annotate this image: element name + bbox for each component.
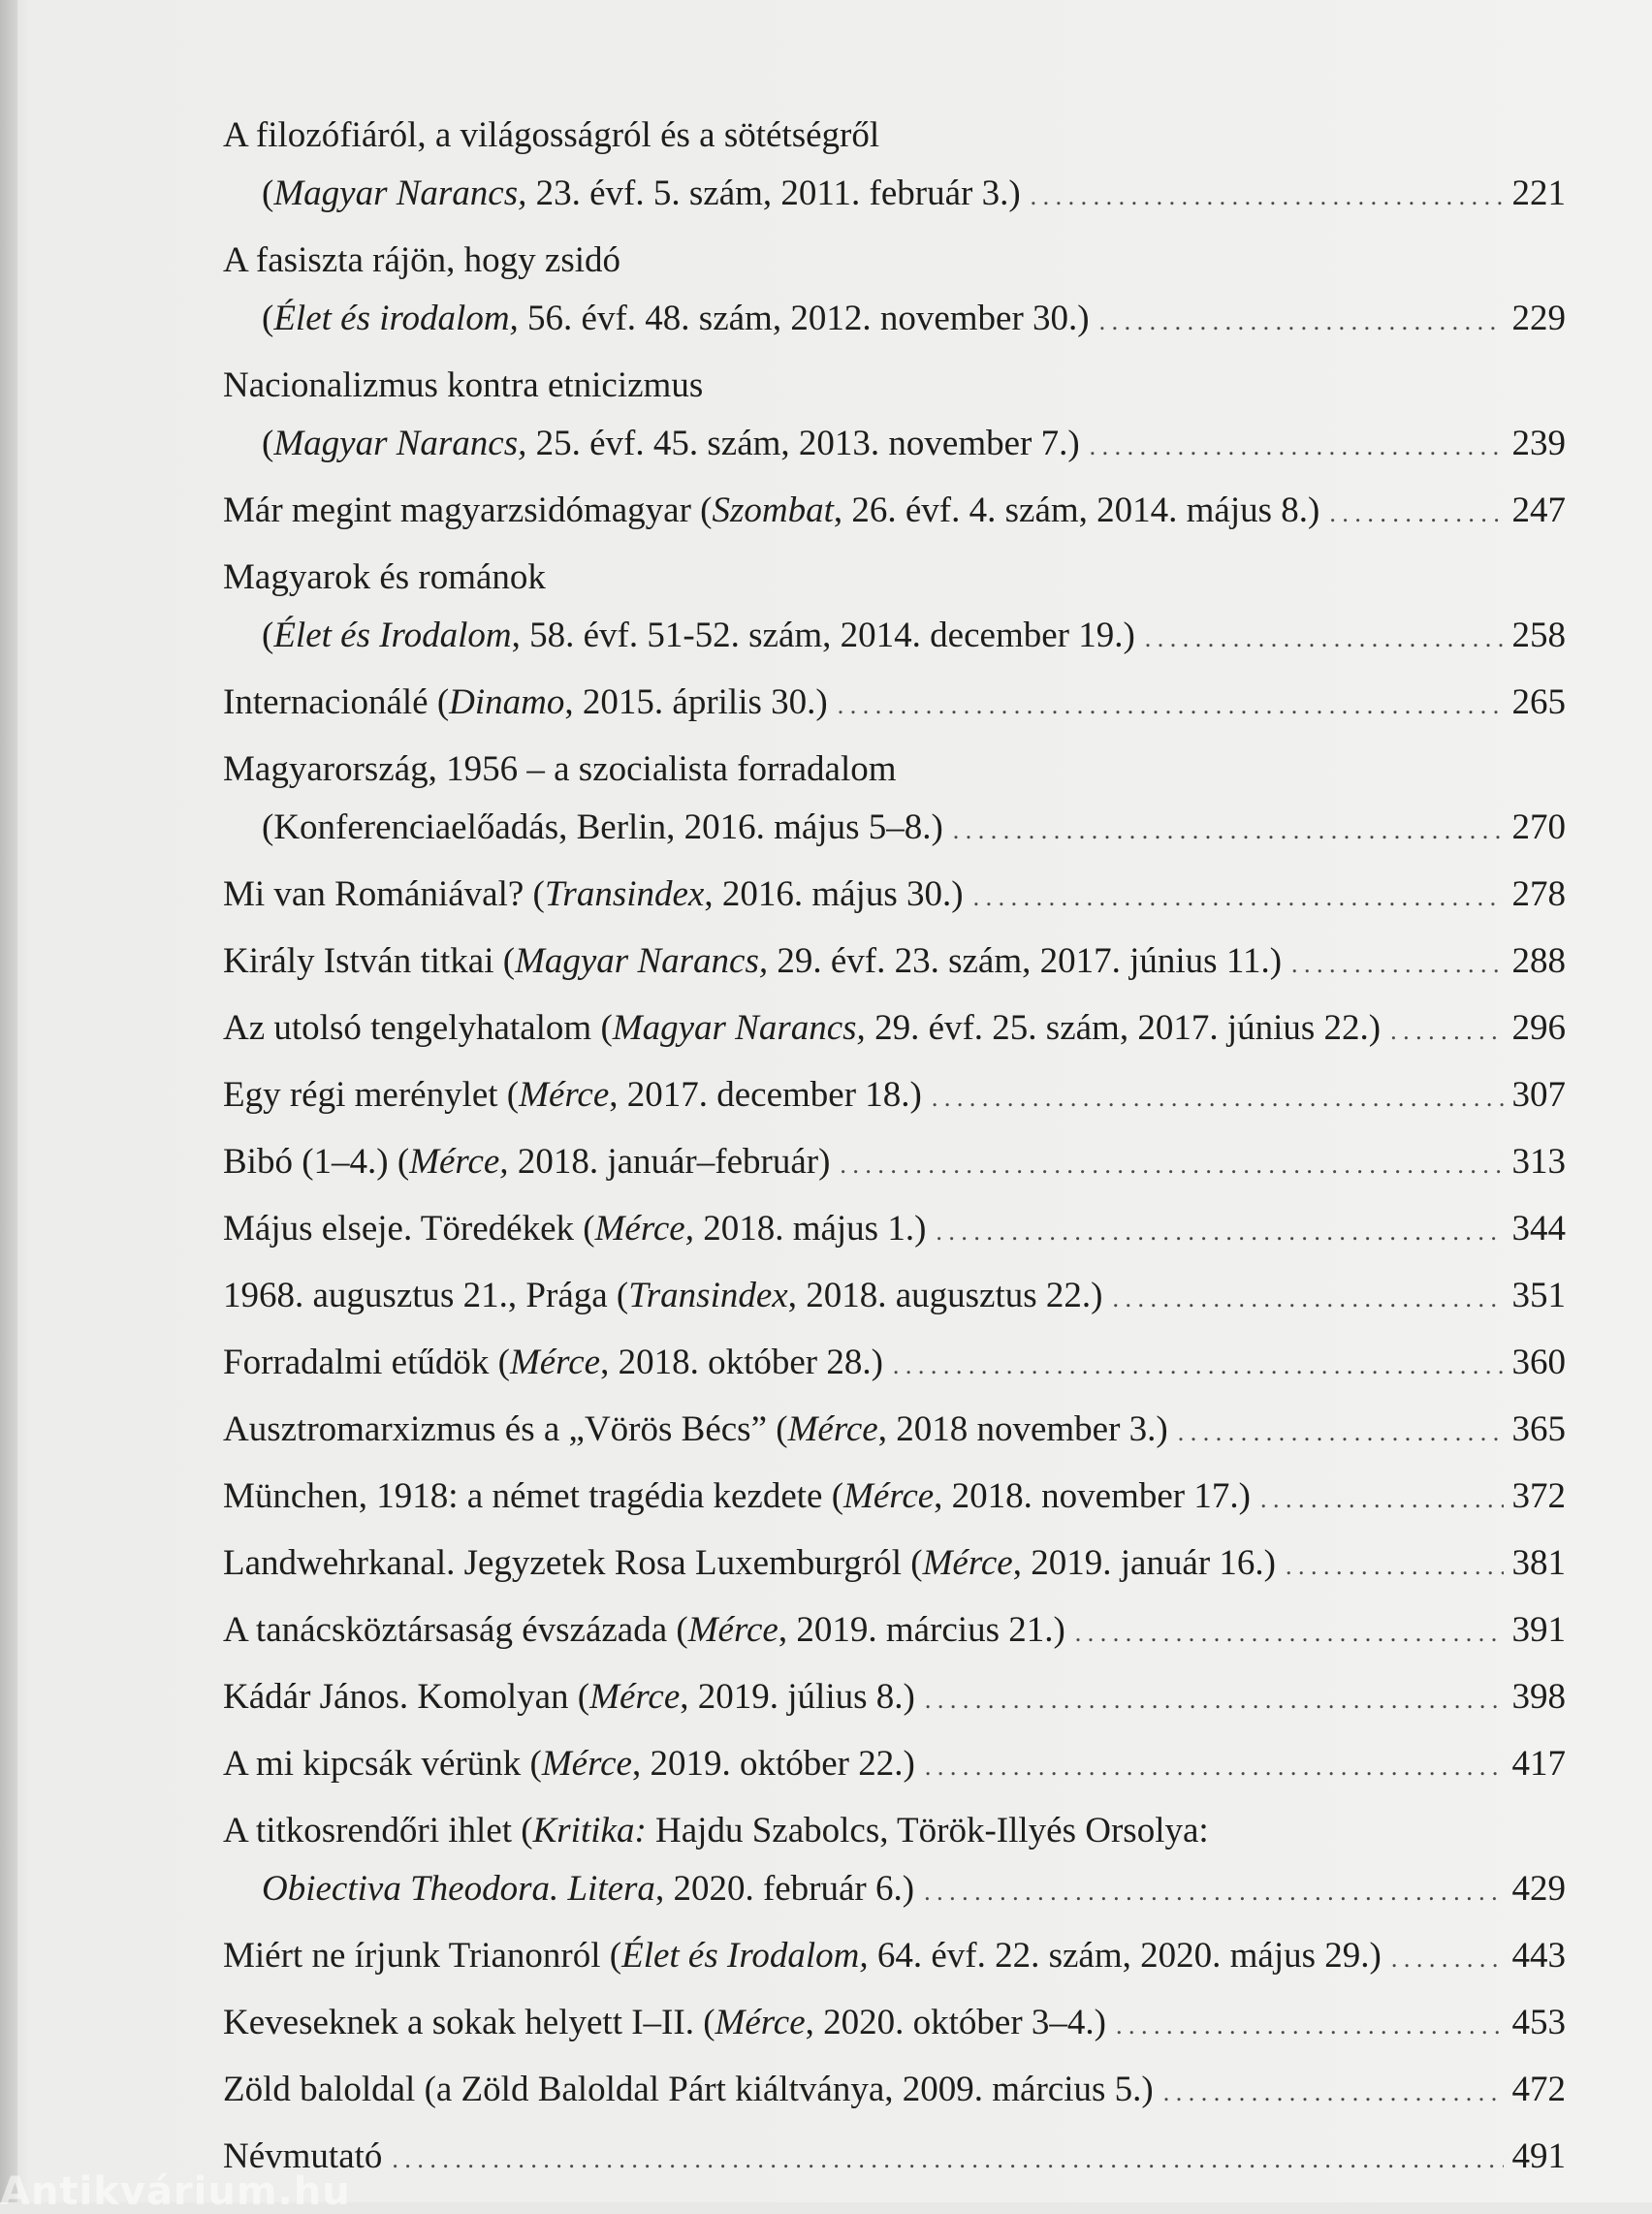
text-segment: Ausztromarxizmus és a „Vörös Bécs” ( — [223, 1409, 788, 1449]
toc-entry — [223, 741, 1566, 860]
toc-entry-title — [223, 1401, 1566, 1462]
entry-text — [223, 107, 879, 165]
text-segment: , 2018. október 28.) — [600, 1343, 883, 1382]
text-segment: , 2019. október 22.) — [631, 1744, 915, 1784]
entry-text — [223, 1802, 1209, 1860]
toc-entry-title — [223, 107, 1566, 165]
page-spine-shadow — [0, 0, 17, 2202]
toc-entry-title — [223, 1994, 1566, 2055]
page-number: 417 — [1511, 1744, 1566, 1784]
page-number: 398 — [1511, 1677, 1566, 1717]
toc-entry — [223, 1401, 1566, 1462]
text-segment: Május elseje. Töredékek ( — [223, 1209, 595, 1249]
entry-text — [223, 1994, 1106, 2052]
publication-name: Mérce — [843, 1476, 935, 1516]
toc-entry — [223, 1735, 1566, 1796]
index-line — [223, 2128, 1566, 2189]
toc-entry — [223, 232, 1566, 351]
entry-text — [223, 1133, 830, 1191]
toc-entry-subline — [223, 415, 1566, 476]
toc-entry-title — [223, 1927, 1566, 1988]
toc-entry — [223, 1927, 1566, 1988]
leader-dots — [932, 1069, 1504, 1127]
page-number: 270 — [1511, 807, 1566, 847]
publication-name: Transindex — [544, 874, 705, 914]
watermark: Antikvárium.hu — [0, 2169, 351, 2214]
entry-text — [262, 799, 943, 857]
entry-text — [223, 933, 1282, 991]
text-segment: Keveseknek a sokak helyett I–II. ( — [223, 2003, 715, 2042]
leader-dots — [1178, 1404, 1504, 1462]
entry-text — [223, 674, 828, 732]
publication-name: Transindex — [628, 1276, 788, 1315]
entry-text — [223, 1927, 1382, 1985]
text-segment: , 2018. november 17.) — [934, 1476, 1251, 1516]
leader-dots — [1329, 485, 1504, 543]
toc-entry-subline — [223, 290, 1566, 351]
leader-dots — [838, 677, 1504, 735]
entry-text — [223, 866, 964, 924]
toc-entry — [223, 107, 1566, 226]
leader-dots — [924, 1863, 1504, 1921]
leader-dots — [1090, 418, 1504, 476]
leader-dots — [840, 1136, 1504, 1194]
entry-text — [223, 741, 897, 799]
leader-dots — [1116, 1997, 1504, 2055]
leader-dots — [953, 802, 1504, 860]
toc-entry-title — [223, 999, 1566, 1060]
leader-dots — [1031, 168, 1504, 226]
publication-name: Magyar Narancs, — [612, 1008, 866, 1048]
text-segment: Király István titkai ( — [223, 941, 516, 981]
toc-entry — [223, 1802, 1566, 1921]
text-segment: Internacionálé ( — [223, 682, 450, 722]
toc-entry — [223, 866, 1566, 927]
toc-entry — [223, 482, 1566, 543]
text-segment: 29. évf. 25. szám, 2017. június 22.) — [865, 1008, 1382, 1048]
toc-entry — [223, 1200, 1566, 1261]
entry-text — [223, 549, 546, 607]
toc-entry-title — [223, 1668, 1566, 1729]
text-segment: Forradalmi etűdök ( — [223, 1343, 510, 1382]
text-segment: 23. évf. 5. szám, 2011. február 3.) — [526, 174, 1021, 213]
text-segment: Bibó (1–4.) ( — [223, 1142, 410, 1182]
leader-dots — [925, 1671, 1504, 1729]
leader-dots — [1391, 1930, 1504, 1988]
publication-name: Élet és Irodalom — [273, 616, 512, 655]
publication-name: Dinamo — [449, 682, 565, 722]
leader-dots — [1390, 1002, 1504, 1060]
toc-entry — [223, 549, 1566, 668]
text-segment: Mi van Romániával? ( — [223, 874, 545, 914]
page-number: 229 — [1511, 299, 1566, 338]
entry-text — [223, 1735, 915, 1793]
toc-entry — [223, 933, 1566, 994]
toc-entry — [223, 1994, 1566, 2055]
toc-entry-title — [223, 1601, 1566, 1662]
text-segment: Az utolsó tengelyhatalom ( — [223, 1008, 613, 1048]
publication-name: Mérce — [922, 1543, 1013, 1583]
publication-name: Magyar Narancs, — [273, 424, 527, 463]
publication-name: Élet és Irodalom, — [621, 1936, 869, 1976]
publication-name: Mérce — [715, 2003, 806, 2042]
text-segment: , 2020. október 3–4.) — [805, 2003, 1107, 2042]
entry-text — [223, 1267, 1102, 1325]
text-segment: Landwehrkanal. Jegyzetek Rosa Luxemburgról ( — [223, 1543, 923, 1583]
text-segment: , 2018 november 3.) — [877, 1409, 1168, 1449]
toc-entry-subline — [223, 165, 1566, 226]
publication-name: Mérce — [787, 1409, 878, 1449]
toc-entry-title — [223, 482, 1566, 543]
page-number: 307 — [1511, 1075, 1566, 1115]
text-segment: Egy régi merénylet ( — [223, 1075, 520, 1115]
text-segment: Nacionalizmus kontra etnicizmus — [223, 365, 704, 405]
page-number: 247 — [1511, 490, 1566, 530]
toc-entry — [223, 1468, 1566, 1529]
publication-name: Magyar Narancs, — [273, 174, 527, 213]
text-segment: ( — [262, 174, 274, 213]
text-segment: Magyarország, 1956 – a szocialista forradalom — [223, 749, 897, 789]
page-number: 351 — [1511, 1276, 1566, 1315]
page-number: 372 — [1511, 1476, 1566, 1516]
entry-text — [223, 1468, 1251, 1526]
page-number: 391 — [1511, 1610, 1566, 1650]
text-segment: ( — [262, 424, 274, 463]
toc-entry — [223, 1066, 1566, 1127]
leader-dots — [1075, 1604, 1504, 1662]
toc-entry-title — [223, 2061, 1566, 2122]
toc-entry — [223, 674, 1566, 735]
text-segment: , 2019. március 21.) — [778, 1610, 1065, 1650]
text-segment: ( — [262, 616, 274, 655]
publication-name: Élet és irodalom, — [273, 299, 519, 338]
toc-entry-title — [223, 232, 1566, 290]
publication-name: Szombat — [712, 490, 834, 530]
toc-entry-subline — [223, 1860, 1566, 1921]
entry-text — [262, 290, 1090, 348]
publication-name: Mérce, — [409, 1142, 509, 1182]
publication-name: Obiectiva Theodora. Litera — [262, 1869, 655, 1909]
text-segment: , 2019. július 8.) — [680, 1677, 915, 1717]
entry-text — [223, 1534, 1276, 1593]
toc-entry-title — [223, 1133, 1566, 1194]
text-segment: 2018. május 1.) — [693, 1209, 927, 1249]
page-number: 491 — [1511, 2136, 1566, 2176]
leader-dots — [1112, 1270, 1504, 1328]
page-number: 221 — [1511, 174, 1566, 213]
entry-text — [262, 607, 1135, 665]
toc-entry-title — [223, 357, 1566, 415]
leader-dots — [1163, 2064, 1504, 2122]
leader-dots — [1145, 610, 1504, 668]
leader-dots — [925, 1738, 1504, 1796]
page-number: 365 — [1511, 1409, 1566, 1449]
toc-entry-title — [223, 1267, 1566, 1328]
toc-entry — [223, 1668, 1566, 1729]
toc-entry — [223, 1267, 1566, 1328]
page-number: 296 — [1511, 1008, 1566, 1048]
leader-dots — [1099, 293, 1504, 351]
toc-entry — [223, 1601, 1566, 1662]
text-segment: A mi kipcsák vérünk ( — [223, 1744, 542, 1784]
leader-dots — [973, 869, 1504, 927]
entry-text — [223, 482, 1319, 540]
text-segment: Hajdu Szabolcs, Török-Illyés Orsolya: — [646, 1811, 1209, 1850]
publication-name: Kritika: — [532, 1811, 647, 1850]
text-segment: A tanácsköztársaság évszázada ( — [223, 1610, 688, 1650]
entry-text — [223, 357, 703, 415]
leader-dots — [392, 2131, 1504, 2189]
text-segment: A titkosrendőri ihlet ( — [223, 1811, 533, 1850]
entry-text — [223, 232, 620, 290]
publication-name: Mérce — [687, 1610, 778, 1650]
toc-entry-title — [223, 1534, 1566, 1596]
publication-name: Magyar Narancs, — [515, 941, 769, 981]
page-number: 344 — [1511, 1209, 1566, 1249]
toc-entry-title — [223, 1735, 1566, 1796]
publication-name: Mérce — [541, 1744, 632, 1784]
toc-entry-title — [223, 1334, 1566, 1395]
entry-text — [223, 1668, 915, 1726]
leader-dots — [1260, 1471, 1504, 1529]
toc-entry-title — [223, 1802, 1566, 1860]
text-segment: A filozófiáról, a világosságról és a sötétségről — [223, 115, 880, 155]
toc-entry-subline — [223, 799, 1566, 860]
leader-dots — [1291, 935, 1504, 994]
text-segment: Magyarok és románok — [223, 557, 546, 597]
text-segment: , 2018. augusztus 22.) — [787, 1276, 1103, 1315]
toc-entry-title — [223, 1468, 1566, 1529]
page-number: 443 — [1511, 1936, 1566, 1976]
page-number: 453 — [1511, 2003, 1566, 2042]
entry-text — [223, 2061, 1154, 2119]
publication-name: Mérce — [589, 1677, 681, 1717]
entry-text — [223, 1401, 1168, 1459]
page-number: 472 — [1511, 2070, 1566, 2109]
entry-text — [262, 1860, 914, 1918]
toc-entry — [223, 357, 1566, 476]
entry-text — [223, 1066, 922, 1124]
toc-entry-title — [223, 933, 1566, 994]
toc-entry-index — [223, 2128, 1566, 2189]
publication-name: Mérce — [519, 1075, 610, 1115]
leader-dots — [936, 1203, 1504, 1261]
toc-entry-title — [223, 866, 1566, 927]
leader-dots — [893, 1337, 1504, 1395]
entry-text — [223, 1601, 1065, 1660]
toc-entry-title — [223, 1066, 1566, 1127]
text-segment: Miért ne írjunk Trianonról ( — [223, 1936, 622, 1976]
text-segment: , 2015. április 30.) — [564, 682, 828, 722]
toc-entry-title — [223, 674, 1566, 735]
entry-text — [223, 999, 1381, 1058]
publication-name: Mérce, — [594, 1209, 694, 1249]
page-number: 313 — [1511, 1142, 1566, 1182]
entry-text — [262, 415, 1080, 473]
toc-entry — [223, 1534, 1566, 1596]
publication-name: Mérce — [509, 1343, 601, 1382]
page-number: 360 — [1511, 1343, 1566, 1382]
toc-entry-title — [223, 741, 1566, 799]
text-segment: München, 1918: a német tragédia kezdete ( — [223, 1476, 844, 1516]
index-label: Névmutató — [223, 2136, 383, 2176]
text-segment: Kádár János. Komolyan ( — [223, 1677, 590, 1717]
page-number: 278 — [1511, 874, 1566, 914]
entry-text — [223, 1334, 883, 1392]
toc-entry-title — [223, 549, 1566, 607]
text-segment: 64. évf. 22. szám, 2020. május 29.) — [868, 1936, 1382, 1976]
text-segment: 29. évf. 23. szám, 2017. június 11.) — [768, 941, 1283, 981]
text-segment: 56. évf. 48. szám, 2012. november 30.) — [518, 299, 1090, 338]
page-number: 288 — [1511, 941, 1566, 981]
text-segment: Már megint magyarzsidómagyar ( — [223, 490, 713, 530]
text-segment: , 2016. május 30.) — [704, 874, 964, 914]
text-segment: 25. évf. 45. szám, 2013. november 7.) — [526, 424, 1080, 463]
text-segment: , 2020. február 6.) — [654, 1869, 915, 1909]
text-segment: , 58. évf. 51-52. szám, 2014. december 19.) — [511, 616, 1135, 655]
toc-entry — [223, 1334, 1566, 1395]
toc-entry — [223, 2061, 1566, 2122]
page-number: 239 — [1511, 424, 1566, 463]
text-segment: Zöld baloldal (a Zöld Baloldal Párt kiáltványa, 2009. március 5.) — [223, 2070, 1154, 2109]
text-segment: (Konferenciaelőadás, Berlin, 2016. május 5–8.) — [262, 807, 943, 847]
text-segment: , 26. évf. 4. szám, 2014. május 8.) — [833, 490, 1320, 530]
text-segment: A fasiszta rájön, hogy zsidó — [223, 240, 620, 280]
leader-dots — [1286, 1537, 1504, 1596]
entry-text — [223, 1200, 926, 1258]
page-number: 258 — [1511, 616, 1566, 655]
toc-entry-title — [223, 1200, 1566, 1261]
page-number: 381 — [1511, 1543, 1566, 1583]
text-segment: 2018. január–február) — [508, 1142, 831, 1182]
table-of-contents — [223, 107, 1566, 2189]
entry-text — [262, 165, 1021, 223]
text-segment: ( — [262, 299, 274, 338]
page-number: 429 — [1511, 1869, 1566, 1909]
page-number: 265 — [1511, 682, 1566, 722]
toc-entry — [223, 1133, 1566, 1194]
text-segment: , 2019. január 16.) — [1012, 1543, 1277, 1583]
toc-entry-subline — [223, 607, 1566, 668]
toc-entry — [223, 999, 1566, 1060]
text-segment: , 2017. december 18.) — [609, 1075, 922, 1115]
text-segment: 1968. augusztus 21., Prága ( — [223, 1276, 629, 1315]
